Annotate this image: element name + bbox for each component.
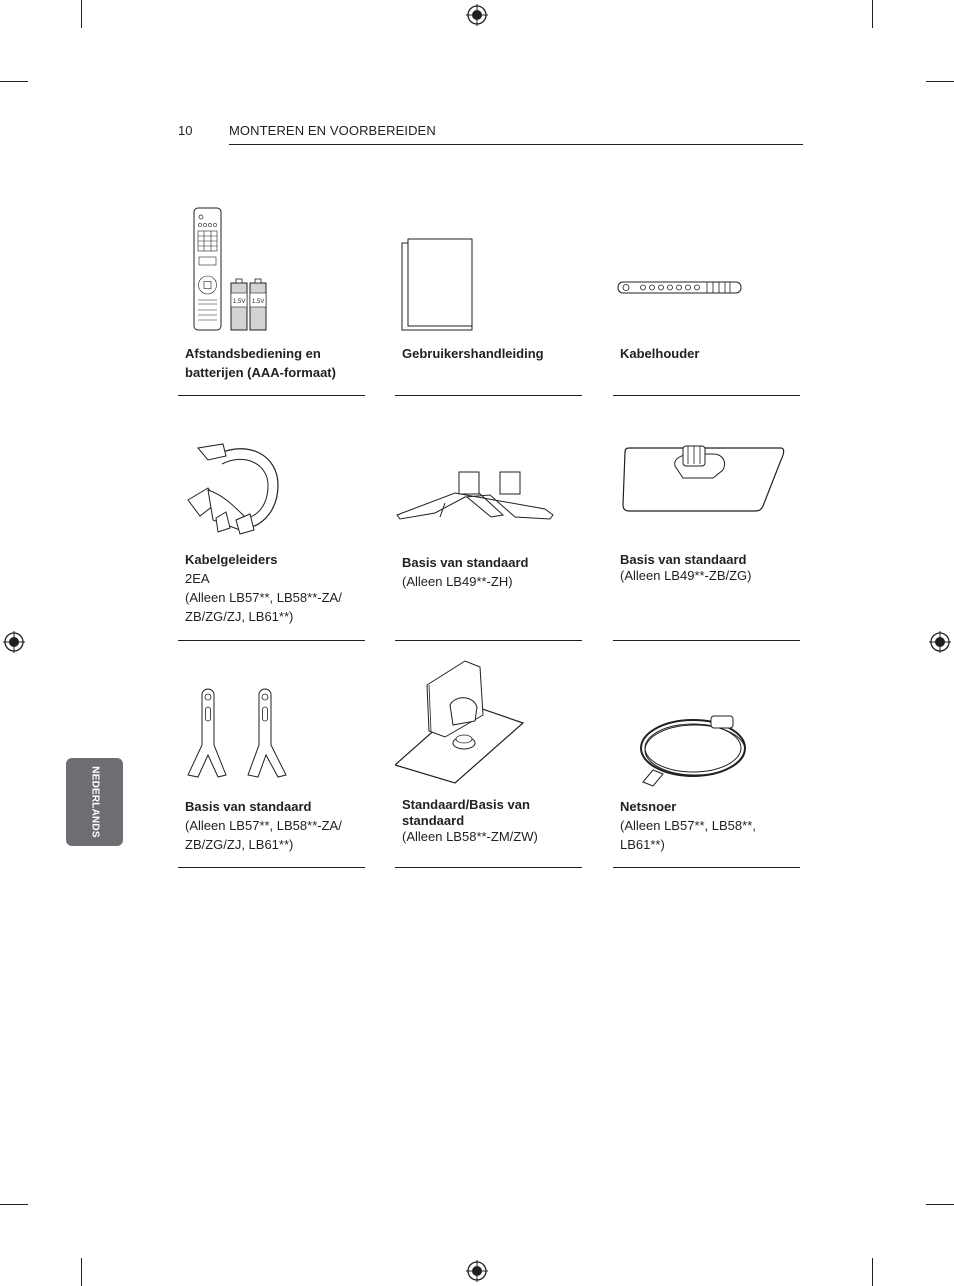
power-cord-icon bbox=[613, 710, 800, 790]
stand-base-icon bbox=[395, 465, 582, 525]
crop-mark bbox=[81, 0, 82, 28]
item-title: Basis van standaard bbox=[620, 552, 747, 567]
item-caption bbox=[402, 553, 577, 591]
crop-mark bbox=[0, 81, 28, 82]
item-caption bbox=[620, 552, 795, 584]
crop-mark bbox=[872, 0, 873, 28]
cable-holder-icon bbox=[613, 278, 800, 298]
item-divider bbox=[395, 640, 582, 641]
item-title: Basis van standaard bbox=[185, 799, 312, 814]
page-number: 10 bbox=[178, 123, 193, 138]
item-power-cord bbox=[613, 680, 800, 872]
item-title: Netsnoer bbox=[620, 799, 677, 814]
registration-mark-icon bbox=[466, 1260, 488, 1282]
section-title: MONTEREN EN VOORBEREIDEN bbox=[229, 123, 436, 138]
item-divider bbox=[395, 867, 582, 868]
cable-guide-icon bbox=[178, 440, 365, 540]
item-detail-line: (Alleen LB57**, LB58**, bbox=[620, 818, 756, 833]
item-stand-base-zh bbox=[395, 430, 582, 645]
item-cable-holder bbox=[613, 200, 800, 400]
item-divider bbox=[613, 640, 800, 641]
item-title: Kabelgeleiders bbox=[185, 552, 278, 567]
item-caption bbox=[402, 797, 577, 845]
item-title: Standaard/Basis van standaard bbox=[402, 797, 530, 828]
item-owners-manual bbox=[395, 200, 582, 400]
item-divider bbox=[178, 867, 365, 868]
stand-legs-icon bbox=[178, 685, 365, 785]
header-divider bbox=[229, 144, 803, 145]
crop-mark bbox=[0, 1204, 28, 1205]
item-caption bbox=[185, 344, 360, 382]
item-detail-line: ZB/ZG/ZJ, LB61**) bbox=[185, 837, 294, 852]
remote-control-icon bbox=[178, 205, 365, 335]
item-detail-line: (Alleen LB57**, LB58**-ZA/ bbox=[185, 590, 342, 605]
item-detail-line: (Alleen LB49**-ZH) bbox=[402, 574, 513, 589]
item-detail-line: LB61**) bbox=[620, 837, 665, 852]
crop-mark bbox=[926, 81, 954, 82]
item-divider bbox=[613, 395, 800, 396]
language-tab bbox=[66, 758, 123, 846]
item-detail-line: (Alleen LB49**-ZB/ZG) bbox=[620, 568, 752, 583]
crop-mark bbox=[926, 1204, 954, 1205]
item-caption bbox=[620, 797, 795, 854]
item-caption bbox=[402, 344, 577, 363]
item-title: Basis van standaard bbox=[402, 555, 529, 570]
item-title: Afstandsbediening en batterijen (AAA-formaat) bbox=[185, 346, 336, 380]
item-stand-base-zbzg bbox=[613, 430, 800, 645]
item-remote-control bbox=[178, 200, 365, 400]
item-caption bbox=[620, 344, 795, 363]
item-title: Kabelhouder bbox=[620, 346, 700, 361]
crop-mark bbox=[81, 1258, 82, 1286]
registration-mark-icon bbox=[929, 631, 951, 653]
battery-label: 1.5V bbox=[233, 299, 246, 305]
item-stand-body bbox=[395, 650, 582, 872]
item-cable-guides bbox=[178, 430, 365, 645]
battery-label: 1.5V bbox=[252, 299, 265, 305]
item-caption bbox=[185, 797, 360, 854]
item-detail-line: ZB/ZG/ZJ, LB61**) bbox=[185, 609, 294, 624]
language-tab-label: NEDERLANDS bbox=[89, 766, 100, 838]
item-caption bbox=[185, 550, 360, 626]
item-stand-legs bbox=[178, 680, 365, 872]
item-divider bbox=[395, 395, 582, 396]
item-detail-line: (Alleen LB57**, LB58**-ZA/ bbox=[185, 818, 342, 833]
manual-book-icon bbox=[395, 235, 582, 335]
crop-mark bbox=[872, 1258, 873, 1286]
registration-mark-icon bbox=[466, 4, 488, 26]
item-title: Gebruikershandleiding bbox=[402, 346, 544, 361]
item-divider bbox=[613, 867, 800, 868]
item-divider bbox=[178, 395, 365, 396]
item-detail-line: 2EA bbox=[185, 571, 210, 586]
registration-mark-icon bbox=[3, 631, 25, 653]
stand-base-icon bbox=[613, 438, 800, 518]
stand-body-icon bbox=[395, 655, 582, 785]
item-detail-line: (Alleen LB58**-ZM/ZW) bbox=[402, 829, 538, 844]
item-divider bbox=[178, 640, 365, 641]
